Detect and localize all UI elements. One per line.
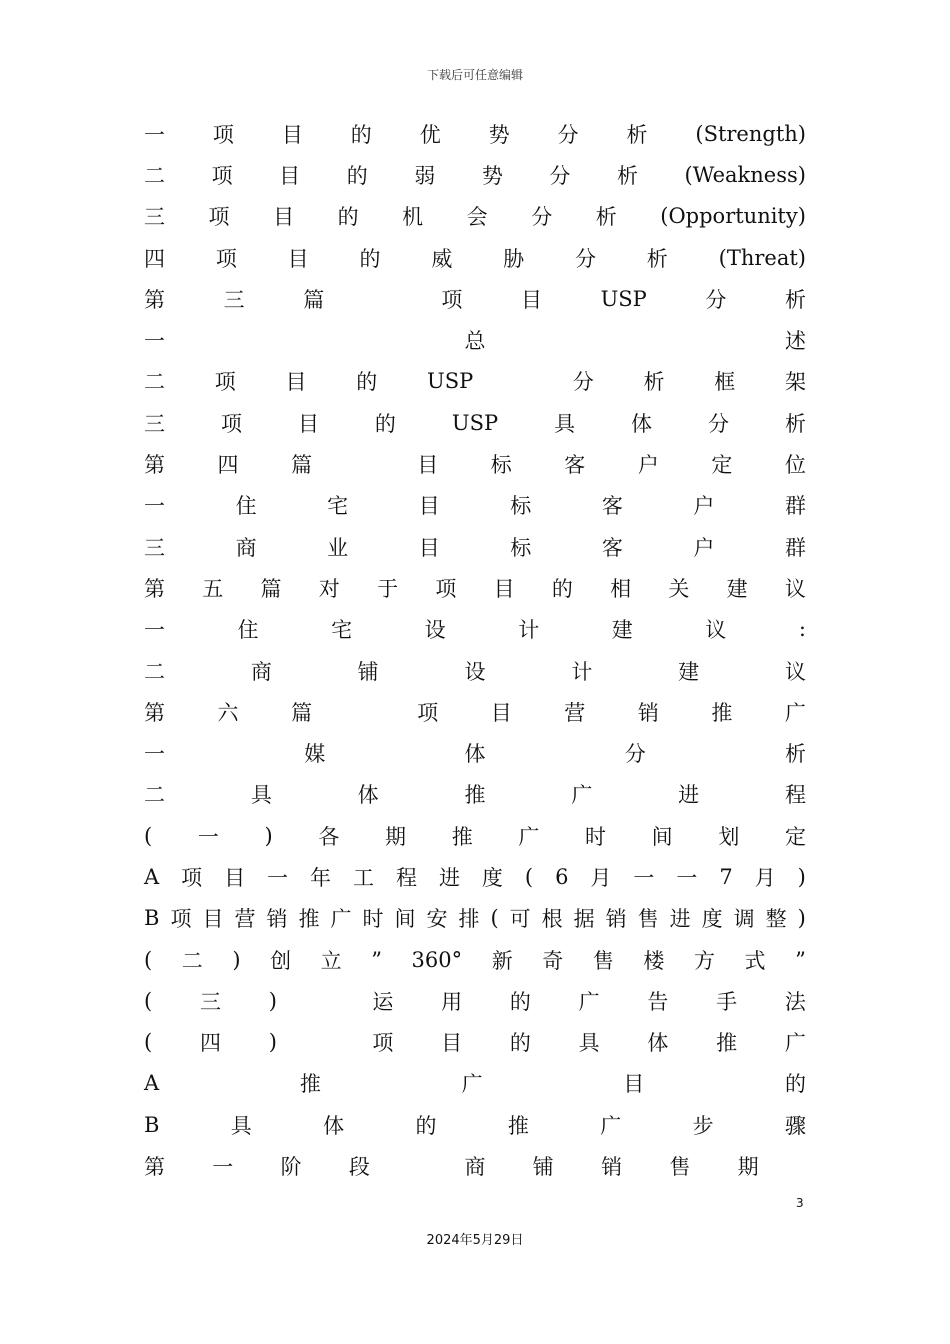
toc-token: 客 — [564, 453, 586, 478]
toc-token: 的 — [509, 1031, 531, 1056]
toc-token: 奇 — [542, 948, 564, 973]
toc-token: 目 — [281, 122, 303, 147]
toc-token: 户 — [637, 453, 659, 478]
toc-token: 整 — [765, 907, 787, 932]
toc-token: 的 — [356, 370, 378, 395]
toc-token: 标 — [510, 535, 532, 560]
toc-token: 售 — [592, 948, 614, 973]
toc-line — [144, 567, 806, 608]
toc-token: 销 — [637, 700, 659, 725]
toc-token: 客 — [601, 535, 623, 560]
toc-token: 四 — [217, 453, 239, 478]
toc-token: 项 — [435, 576, 457, 601]
toc-token: 议 — [705, 618, 727, 643]
toc-token: 安 — [426, 907, 448, 932]
toc-token: 时 — [362, 907, 384, 932]
toc-token: 期 — [737, 1155, 759, 1180]
toc-token: 目 — [224, 865, 246, 890]
toc-token: 二 — [144, 659, 165, 684]
toc-token: 6 — [555, 864, 569, 889]
toc-token: 一 — [144, 122, 165, 147]
toc-token: 目 — [441, 1031, 463, 1056]
toc-token: 项 — [212, 122, 234, 147]
toc-line — [144, 650, 806, 691]
toc-token: 总 — [464, 329, 486, 354]
toc-token: 推 — [299, 1072, 321, 1097]
toc-token: 划 — [718, 824, 740, 849]
toc-line — [144, 485, 806, 526]
toc-line — [144, 691, 806, 732]
toc-token: 销 — [605, 907, 627, 932]
toc-token: 项 — [181, 865, 203, 890]
toc-token: 分 — [574, 246, 596, 271]
toc-token: 程 — [395, 865, 417, 890]
toc-line — [144, 154, 806, 195]
toc-token: 群 — [784, 535, 806, 560]
toc-token: 商 — [250, 659, 272, 684]
toc-token: 篇 — [291, 453, 313, 478]
toc-line — [144, 526, 806, 567]
toc-line — [144, 939, 806, 980]
toc-token: ) — [797, 864, 806, 889]
toc-token: 优 — [419, 122, 441, 147]
toc-token: 相 — [610, 576, 632, 601]
toc-token: 广 — [600, 1113, 622, 1138]
toc-token: 设 — [424, 618, 446, 643]
toc-token: A — [144, 1071, 160, 1096]
toc-token: ) — [268, 1030, 277, 1055]
toc-token: 调 — [733, 907, 755, 932]
toc-token: 议 — [784, 659, 806, 684]
toc-token: 的 — [551, 576, 573, 601]
toc-token: 体 — [323, 1113, 345, 1138]
toc-token: 建 — [611, 618, 633, 643]
toc-token: 分 — [531, 205, 553, 230]
toc-token: ( — [144, 947, 153, 972]
toc-token: 广 — [518, 824, 540, 849]
toc-token: 析 — [643, 370, 665, 395]
toc-token: 商 — [464, 1155, 486, 1180]
toc-token: 运 — [372, 989, 394, 1014]
toc-token: 售 — [669, 1155, 691, 1180]
toc-token: 分 — [708, 411, 729, 436]
toc-line — [144, 361, 806, 402]
toc-token: 三 — [144, 411, 165, 436]
toc-token: 项 — [214, 370, 236, 395]
toc-token: 析 — [785, 742, 806, 767]
toc-token: 关 — [668, 576, 690, 601]
toc-token: 二 — [144, 783, 165, 808]
toc-token: 述 — [785, 329, 806, 354]
toc-token: 的 — [337, 205, 359, 230]
toc-token: ( — [144, 823, 153, 848]
toc-token: 第 — [144, 287, 165, 312]
toc-line — [144, 278, 806, 319]
toc-token: 的 — [346, 163, 368, 188]
toc-token: 住 — [237, 618, 259, 643]
toc-token: 告 — [647, 989, 669, 1014]
toc-token: 间 — [394, 907, 416, 932]
toc-token: 一 — [197, 824, 219, 849]
table-of-contents — [144, 113, 806, 1187]
toc-token: 7 — [719, 864, 733, 889]
toc-token: 建 — [678, 659, 700, 684]
toc-token: 分 — [557, 122, 579, 147]
toc-token: 广 — [571, 783, 593, 808]
toc-token: 的 — [350, 122, 372, 147]
toc-token: 一 — [144, 742, 165, 767]
toc-token: 媒 — [304, 742, 326, 767]
toc-line — [144, 1063, 806, 1104]
toc-token: 一 — [267, 865, 289, 890]
toc-token: 目 — [417, 453, 439, 478]
toc-token: 项 — [215, 246, 237, 271]
toc-token: 定 — [784, 824, 806, 849]
toc-token: : — [798, 617, 806, 642]
toc-token: 推 — [464, 783, 486, 808]
toc-token: 广 — [461, 1072, 483, 1097]
toc-token: 第 — [144, 453, 165, 478]
toc-token: 项 — [220, 411, 242, 436]
toc-line — [144, 815, 806, 856]
toc-token: 二 — [144, 370, 165, 395]
toc-token: 分 — [624, 742, 646, 767]
toc-token: 住 — [235, 494, 257, 519]
toc-token: 度 — [481, 865, 503, 890]
toc-token: 具 — [578, 1031, 600, 1056]
toc-token: 的 — [359, 246, 381, 271]
toc-token: USP — [451, 410, 499, 435]
toc-token: 六 — [217, 700, 239, 725]
toc-token: 排 — [458, 907, 480, 932]
toc-line — [144, 609, 806, 650]
toc-token: 目 — [279, 163, 301, 188]
toc-token: 一 — [144, 618, 165, 643]
toc-token: 第 — [144, 576, 165, 601]
toc-token: 业 — [327, 535, 349, 560]
toc-token: 目 — [490, 700, 512, 725]
toc-token: 位 — [784, 453, 806, 478]
toc-token: ” — [795, 947, 806, 972]
toc-token: 框 — [714, 370, 736, 395]
toc-token: ” — [371, 947, 382, 972]
toc-token: 标 — [490, 453, 512, 478]
toc-token: 析 — [784, 411, 806, 436]
toc-token: 进 — [669, 907, 691, 932]
toc-token: 销 — [266, 907, 288, 932]
toc-token: 方 — [693, 948, 715, 973]
toc-token: 项 — [211, 163, 233, 188]
toc-token: 目 — [520, 287, 542, 312]
footer-date: 2024年5月29日 — [426, 1233, 524, 1248]
toc-token: 势 — [481, 163, 503, 188]
toc-token: 推 — [298, 907, 320, 932]
toc-token: 广 — [330, 907, 352, 932]
toc-token: ) — [264, 823, 273, 848]
toc-token: 期 — [385, 824, 407, 849]
toc-line — [144, 1104, 806, 1145]
toc-token: 阶 — [280, 1155, 302, 1180]
toc-token: (Weakness) — [684, 162, 806, 187]
toc-line — [144, 980, 806, 1021]
toc-token: 式 — [744, 948, 766, 973]
toc-token: 架 — [784, 370, 806, 395]
toc-token: 具 — [554, 411, 576, 436]
toc-token: 月 — [590, 865, 612, 890]
toc-token: 析 — [784, 287, 806, 312]
toc-token: 分 — [705, 287, 727, 312]
toc-token: 弱 — [414, 163, 436, 188]
toc-token: 计 — [518, 618, 540, 643]
toc-token: 分 — [572, 370, 594, 395]
toc-token: 段 — [348, 1155, 370, 1180]
toc-token: 目 — [285, 370, 307, 395]
toc-line — [144, 774, 806, 815]
toc-line — [144, 732, 806, 773]
toc-token: 具 — [230, 1113, 252, 1138]
toc-token: 手 — [716, 989, 738, 1014]
toc-token: 推 — [507, 1113, 529, 1138]
toc-token: 月 — [754, 865, 776, 890]
toc-token: 体 — [647, 1031, 669, 1056]
toc-line — [144, 1145, 806, 1186]
toc-token: 一 — [212, 1155, 234, 1180]
toc-token: 广 — [784, 1031, 806, 1056]
toc-token: 体 — [631, 411, 653, 436]
toc-token: 据 — [573, 907, 595, 932]
toc-token: 程 — [784, 783, 806, 808]
toc-token: 营 — [564, 700, 586, 725]
toc-token: 目 — [202, 907, 224, 932]
toc-line — [144, 196, 806, 237]
toc-token: B — [144, 1112, 160, 1137]
toc-token: 推 — [716, 1031, 738, 1056]
toc-token: 析 — [595, 205, 617, 230]
toc-token: 宅 — [331, 618, 353, 643]
toc-token: 标 — [510, 494, 532, 519]
toc-token: 360° — [411, 947, 463, 972]
toc-token: 项 — [372, 1031, 394, 1056]
toc-token: 客 — [601, 494, 623, 519]
toc-token: 用 — [441, 989, 463, 1014]
toc-token: 四 — [144, 246, 165, 271]
toc-line — [144, 113, 806, 154]
toc-token: 三 — [223, 287, 245, 312]
toc-line — [144, 898, 806, 939]
toc-token: 项 — [417, 700, 439, 725]
toc-token: 机 — [402, 205, 424, 230]
toc-token: 时 — [585, 824, 606, 849]
toc-token: 析 — [626, 122, 648, 147]
toc-token: 目 — [273, 205, 295, 230]
toc-token: ) — [232, 947, 241, 972]
toc-token: 第 — [144, 700, 165, 725]
toc-token: 篇 — [291, 700, 313, 725]
toc-token: 宅 — [327, 494, 349, 519]
toc-token: 议 — [784, 576, 806, 601]
toc-token: ( — [144, 988, 153, 1013]
toc-token: 四 — [199, 1031, 221, 1056]
toc-token: 析 — [616, 163, 638, 188]
toc-token: 二 — [144, 163, 165, 188]
toc-token: A — [144, 864, 160, 889]
toc-token: 建 — [726, 576, 748, 601]
toc-token: 一 — [144, 494, 165, 519]
toc-token: 广 — [578, 989, 600, 1014]
toc-line — [144, 237, 806, 278]
toc-token: 二 — [181, 948, 203, 973]
toc-token: 间 — [651, 824, 673, 849]
toc-token: 目 — [418, 494, 440, 519]
toc-token: 各 — [318, 824, 340, 849]
toc-token: 步 — [692, 1113, 714, 1138]
toc-token: 根 — [541, 907, 563, 932]
toc-token: 铺 — [532, 1155, 554, 1180]
toc-token: ( — [524, 864, 534, 889]
toc-token: 铺 — [357, 659, 379, 684]
toc-token: 楼 — [643, 948, 665, 973]
toc-token: 推 — [451, 824, 473, 849]
toc-token: 目 — [623, 1072, 645, 1097]
toc-token: 度 — [701, 907, 723, 932]
toc-token: USP — [427, 369, 474, 394]
toc-line — [144, 856, 806, 897]
toc-token: 目 — [493, 576, 515, 601]
toc-token: 一 — [633, 865, 655, 890]
toc-token: 的 — [784, 1072, 806, 1097]
toc-line — [144, 319, 806, 360]
toc-token: 威 — [431, 246, 453, 271]
toc-token: ( — [490, 906, 499, 931]
toc-token: 年 — [310, 865, 332, 890]
toc-token: 目 — [418, 535, 440, 560]
toc-token: 的 — [374, 411, 396, 436]
toc-token: (Threat) — [718, 245, 806, 270]
toc-token: 立 — [320, 948, 342, 973]
toc-token: 法 — [784, 989, 806, 1014]
toc-token: 商 — [235, 535, 257, 560]
toc-token: 骤 — [784, 1113, 806, 1138]
toc-token: 的 — [415, 1113, 437, 1138]
toc-token: 群 — [784, 494, 806, 519]
toc-token: 胁 — [503, 246, 525, 271]
toc-token: 三 — [144, 535, 165, 560]
toc-token: 销 — [601, 1155, 623, 1180]
toc-token: 体 — [357, 783, 379, 808]
toc-token: 营 — [234, 907, 256, 932]
toc-line — [144, 443, 806, 484]
toc-token: 进 — [678, 783, 700, 808]
toc-token: 篇 — [303, 287, 325, 312]
toc-line — [144, 402, 806, 443]
toc-token: 户 — [693, 535, 715, 560]
toc-token: B — [144, 906, 160, 931]
toc-token: 的 — [509, 989, 531, 1014]
toc-token: 于 — [377, 576, 399, 601]
toc-token: 析 — [646, 246, 668, 271]
toc-token: 计 — [571, 659, 593, 684]
toc-token: (Opportunity) — [660, 204, 806, 229]
toc-token: USP — [600, 286, 647, 311]
toc-token: 篇 — [260, 576, 282, 601]
toc-token: 目 — [287, 246, 309, 271]
toc-token: 项 — [441, 287, 463, 312]
toc-token: 项 — [170, 907, 192, 932]
toc-token: ) — [268, 988, 277, 1013]
toc-token: 三 — [199, 989, 221, 1014]
toc-token: 第 — [144, 1155, 165, 1180]
toc-token: 工 — [353, 865, 375, 890]
toc-token: 势 — [488, 122, 510, 147]
toc-token: ) — [797, 906, 806, 931]
page-number: 3 — [796, 1196, 804, 1210]
toc-token: 具 — [250, 783, 272, 808]
toc-token: 可 — [509, 907, 531, 932]
toc-token: 定 — [711, 453, 733, 478]
toc-token: 户 — [693, 494, 715, 519]
toc-token: 推 — [711, 700, 733, 725]
toc-token: 广 — [784, 700, 806, 725]
toc-token: 体 — [464, 742, 486, 767]
toc-token: 三 — [144, 205, 165, 230]
toc-token: 目 — [297, 411, 319, 436]
toc-token: 新 — [491, 948, 513, 973]
toc-token: 创 — [270, 948, 292, 973]
toc-token: 项 — [208, 205, 230, 230]
toc-token: 分 — [549, 163, 571, 188]
toc-token: ( — [144, 1030, 153, 1055]
toc-token: 对 — [318, 576, 340, 601]
toc-token: (Strength) — [695, 121, 806, 146]
toc-line — [144, 1022, 806, 1063]
toc-token: 进 — [438, 865, 460, 890]
page-header: 下载后可任意编辑 — [426, 68, 523, 82]
toc-token: 售 — [637, 907, 659, 932]
toc-token: 一 — [676, 865, 698, 890]
toc-token: 会 — [466, 205, 488, 230]
toc-token: 一 — [144, 329, 165, 354]
toc-token: 五 — [202, 576, 224, 601]
toc-token: 设 — [464, 659, 486, 684]
